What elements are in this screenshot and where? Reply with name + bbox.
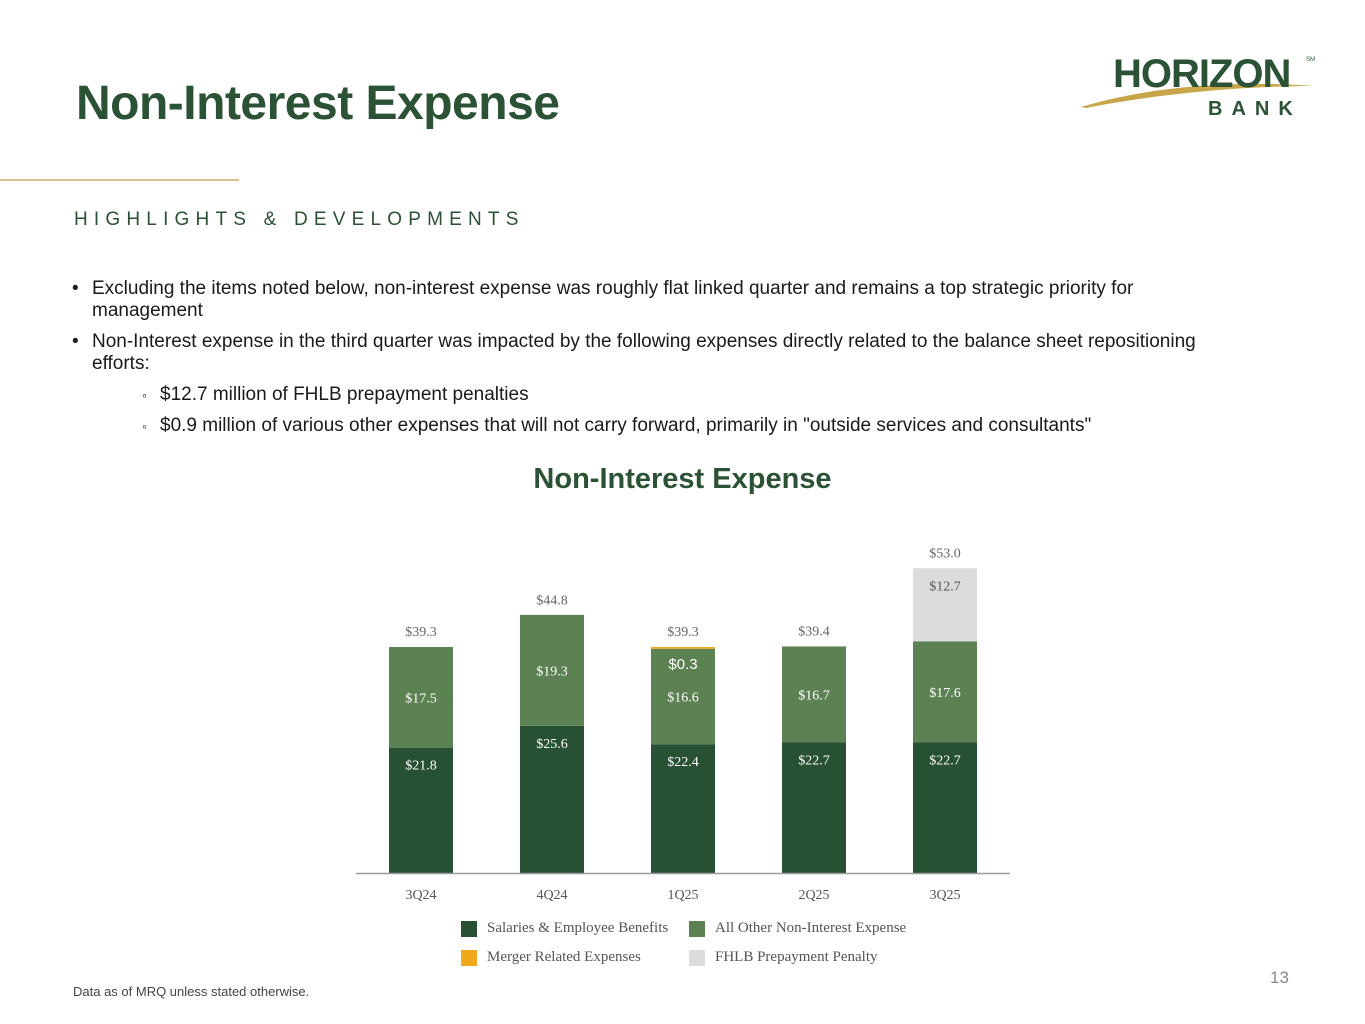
segment-data-label: $17.6	[929, 685, 961, 701]
legend-item-salaries	[461, 920, 668, 937]
legend-swatch	[689, 950, 705, 966]
sub-bullet-text: $12.7 million of FHLB prepayment penalties	[160, 384, 529, 405]
sub-bullet-text: $0.9 million of various other expenses that will not carry forward, primarily in "outside services and consultants"	[160, 415, 1092, 436]
legend-label: All Other Non-Interest Expense	[715, 920, 907, 936]
section-label: HIGHLIGHTS & DEVELOPMENTS	[74, 209, 525, 230]
legend-label: FHLB Prepayment Penalty	[715, 949, 878, 965]
logo-subword: BANK	[1208, 98, 1302, 120]
segment-data-label: $22.7	[929, 753, 961, 769]
bullet-text: Non-Interest expense in the third quarter was impacted by the following expenses directly related to the balance sheet repositioning efforts:	[92, 331, 1196, 374]
legend-item-fhlb	[689, 949, 877, 966]
page-title: Non-Interest Expense	[76, 77, 560, 130]
legend-swatch	[461, 950, 477, 966]
legend-item-merger	[461, 949, 641, 966]
segment-data-label: $16.6	[667, 690, 699, 706]
legend-label: Merger Related Expenses	[487, 949, 641, 965]
segment-data-label: $12.7	[929, 579, 961, 595]
x-tick-label: 3Q24	[405, 888, 437, 903]
legend-label: Salaries & Employee Benefits	[487, 920, 669, 936]
logo-servicemark: SM	[1306, 57, 1315, 63]
segment-data-label: $19.3	[536, 664, 568, 680]
legend-swatch	[689, 921, 705, 937]
bar-segment	[651, 647, 715, 649]
total-data-label: $53.0	[929, 546, 961, 562]
x-tick-label: 1Q25	[667, 888, 699, 903]
segment-data-label: $22.7	[798, 753, 830, 769]
segment-data-label: $21.8	[405, 758, 437, 774]
segment-data-label: $25.6	[536, 736, 568, 752]
legend-swatch	[461, 921, 477, 937]
bullet-text: Excluding the items noted below, non-interest expense was roughly flat linked quarter and remains a top strategic priority for management	[92, 278, 1134, 321]
total-data-label: $39.3	[667, 625, 699, 641]
x-tick-label: 3Q25	[929, 888, 961, 903]
merger-data-label: $0.3	[668, 656, 698, 674]
legend-item-other	[689, 920, 906, 937]
page-number: 13	[1270, 968, 1289, 987]
chart-title: Non-Interest Expense	[533, 463, 832, 495]
total-data-label: $39.4	[798, 624, 830, 640]
segment-data-label: $16.7	[798, 688, 830, 704]
logo-wordmark: HORIZON	[1113, 52, 1291, 96]
footnote: Data as of MRQ unless stated otherwise.	[73, 984, 310, 999]
segment-data-label: $17.5	[405, 691, 437, 707]
total-data-label: $39.3	[405, 625, 437, 641]
x-tick-label: 2Q25	[798, 888, 830, 903]
total-data-label: $44.8	[536, 593, 568, 609]
x-tick-label: 4Q24	[536, 888, 568, 903]
segment-data-label: $22.4	[667, 755, 699, 771]
